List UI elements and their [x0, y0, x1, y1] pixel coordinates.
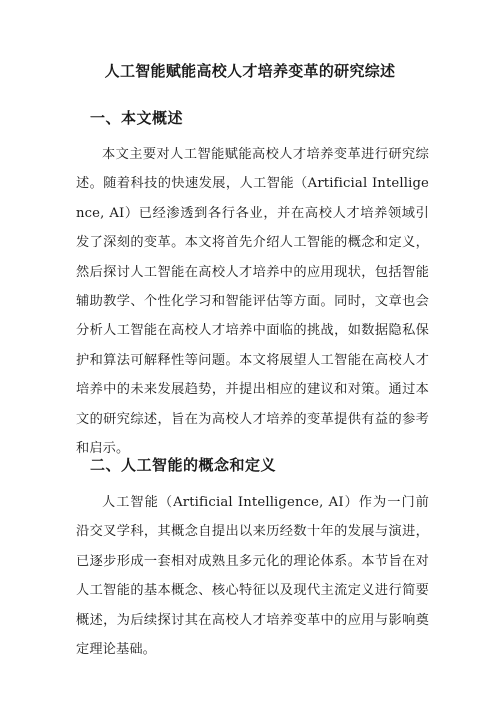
section-heading-ai-concept: 二、人工智能的概念和定义	[90, 456, 277, 474]
document-title: 人工智能赋能高校人才培养变革的研究综述	[104, 62, 396, 80]
section-heading-overview: 一、本文概述	[90, 109, 184, 127]
section-paragraph-overview: 本文主要对人工智能赋能高校人才培养变革进行研究综述。随着科技的快速发展，人工智能（Artificial Intelligence, AI）已经渗透到各行各业，并在高校人才培养领域引发了深刻的变革。本文将首先介绍人工智能的概念和定义，然后探讨人工智能在高校人才培养中的应用现状，包括智能辅助教学、个性化学习和智能评估等方面。同时，文章也会分析人工智能在高校人才培养中面临的挑战，如数据隐私保护和算法可解释性等问题。本文将展望人工智能在高校人才培养中的未来发展趋势，并提出相应的建议和对策。通过本文的研究综述，旨在为高校人才培养的变革提供有益的参考和启示。	[76, 147, 429, 457]
section-paragraph-ai-concept: 人工智能（Artificial Intelligence, AI）作为一门前沿交叉学科，其概念自提出以来历经数十年的发展与演进，已逐步形成一套相对成熟且多元化的理论体系。本节旨在对人工智能的基本概念、核心特征以及现代主流定义进行简要概述，为后续探讨其在高校人才培养变革中的应用与影响奠定理论基础。	[76, 495, 429, 658]
